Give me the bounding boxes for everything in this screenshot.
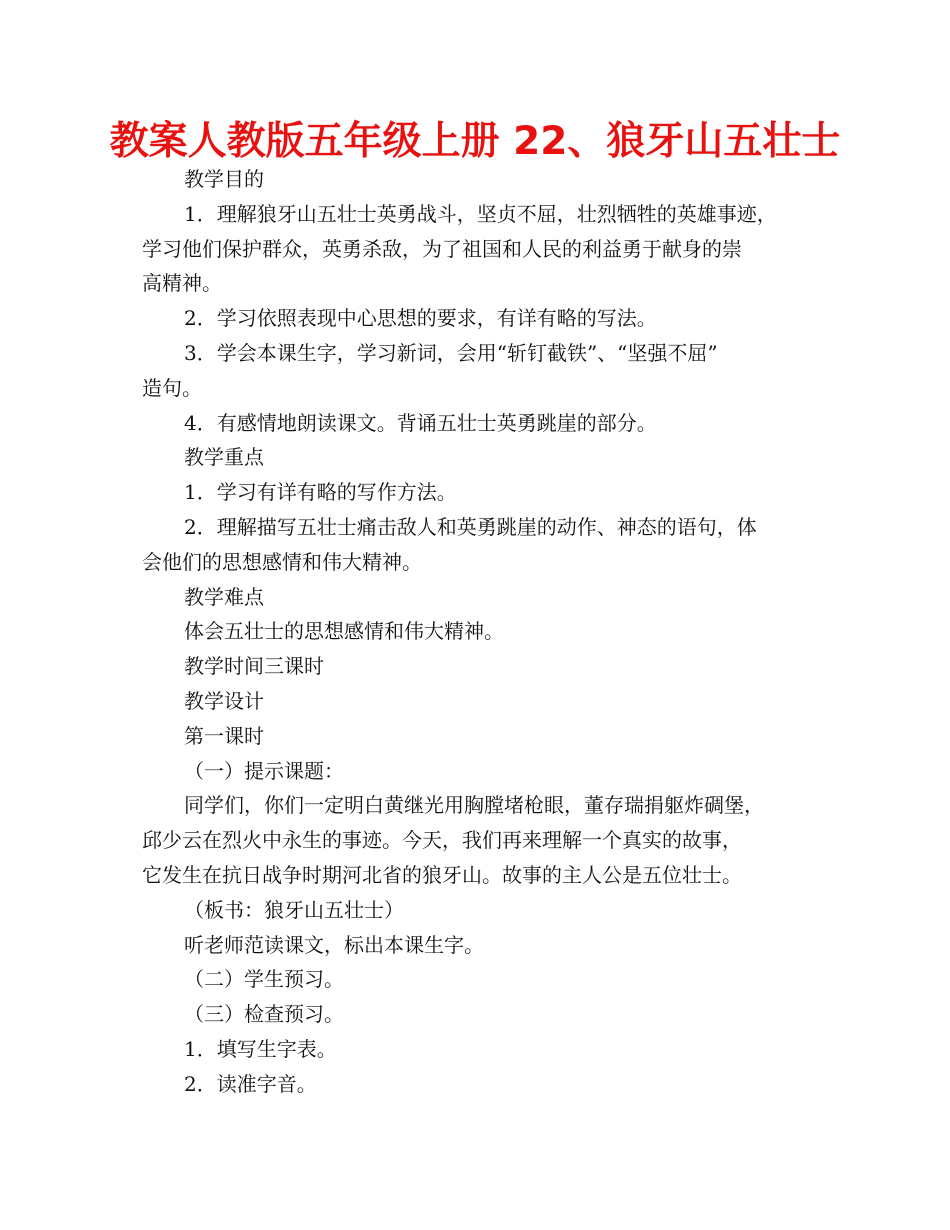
text-line: 会他们的思想感情和伟大精神。 xyxy=(142,549,422,574)
text-line: 教学时间三课时 xyxy=(184,654,324,679)
text-line: 邱少云在烈火中永生的事迹。今天，我们再来理解一个真实的故事， xyxy=(142,828,742,853)
text-line: （一）提示课题： xyxy=(184,758,344,783)
text-line: 高精神。 xyxy=(142,271,222,296)
text-line: 2．读准字音。 xyxy=(184,1071,317,1096)
text-line: 1．学习有详有略的写作方法。 xyxy=(184,480,457,505)
text-line: 4．有感情地朗读课文。背诵五壮士英勇跳崖的部分。 xyxy=(184,410,657,435)
text-line: （板书：狼牙山五壮士） xyxy=(184,897,404,922)
text-line: 教学目的 xyxy=(184,167,264,191)
text-line: 1．理解狼牙山五壮士英勇战斗，坚贞不屈，壮烈牺牲的英雄事迹， xyxy=(184,201,777,226)
text-line: （二）学生预习。 xyxy=(184,967,344,992)
document-body xyxy=(142,162,814,1102)
document-title: 教案人教版五年级上册 22、狼牙山五壮士 xyxy=(109,119,841,164)
text-line: 教学难点 xyxy=(184,584,264,609)
text-line: 2．理解描写五壮士痛击敌人和英勇跳崖的动作、神态的语句，体 xyxy=(184,514,757,539)
text-line: 学习他们保护群众，英勇杀敌，为了祖国和人民的利益勇于献身的崇 xyxy=(142,236,742,261)
text-line: 体会五壮士的思想感情和伟大精神。 xyxy=(184,619,504,644)
text-line: 同学们，你们一定明白黄继光用胸膛堵枪眼，董存瑞捐躯炸碉堡， xyxy=(184,793,764,818)
text-line: 教学重点 xyxy=(184,445,264,470)
text-line: 听老师范读课文，标出本课生字。 xyxy=(184,932,484,957)
text-line: 第一课时 xyxy=(184,723,264,748)
text-line: 造句。 xyxy=(142,375,202,400)
text-line: 2．学习依照表现中心思想的要求，有详有略的写法。 xyxy=(184,306,657,331)
text-line: 3．学会本课生字，学习新词，会用“斩钉截铁”、“坚强不屈” xyxy=(184,340,718,365)
text-line: 1．填写生字表。 xyxy=(184,1036,337,1061)
text-line: （三）检查预习。 xyxy=(184,1002,344,1027)
text-line: 教学设计 xyxy=(184,688,264,713)
text-line: 它发生在抗日战争时期河北省的狼牙山。故事的主人公是五位壮士。 xyxy=(142,862,742,887)
